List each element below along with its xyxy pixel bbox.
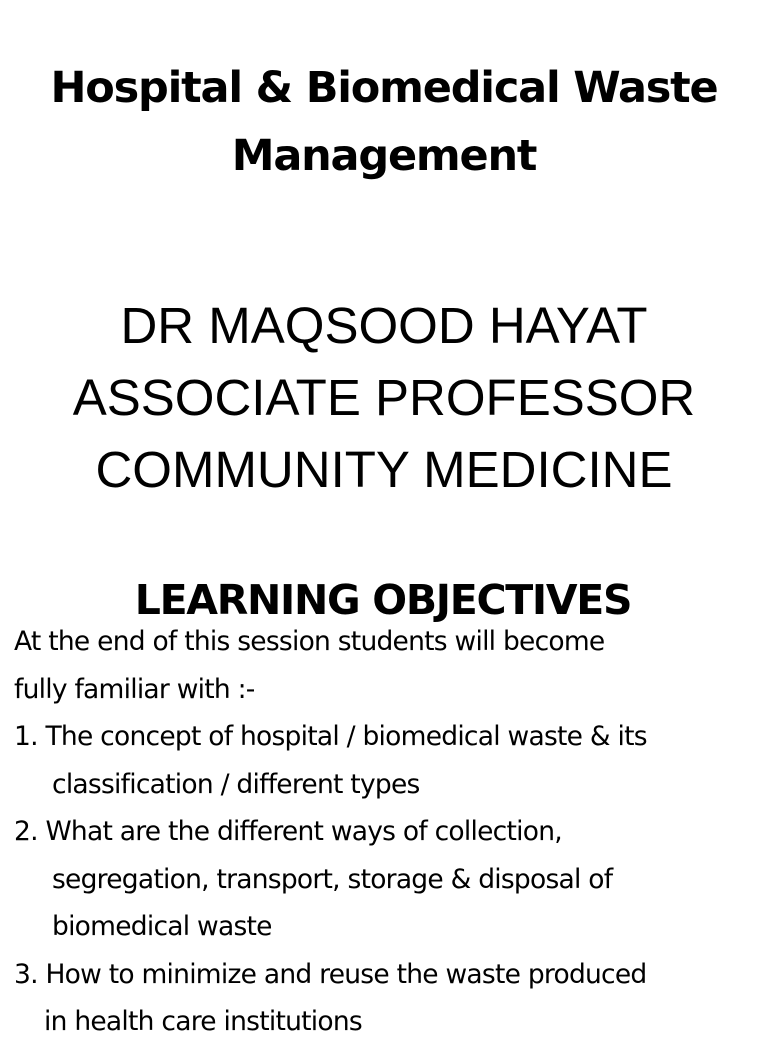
author-block [0, 290, 768, 506]
objective-item-3-line-2: in health care institutions [44, 1006, 362, 1037]
objective-item-2-line-3: biomedical waste [52, 911, 272, 942]
author-position: ASSOCIATE PROFESSOR [72, 369, 696, 426]
title-line-2: Management [231, 131, 537, 181]
title-line-1: Hospital & Biomedical Waste [50, 63, 718, 113]
objective-item-2 [14, 808, 754, 951]
author-name: DR MAQSOOD HAYAT [120, 297, 648, 354]
objective-item-2-line-1: 2. What are the different ways of collection, [14, 816, 562, 847]
objective-item-2-line-2: segregation, transport, storage & disposal of [52, 863, 613, 895]
intro-line-1: At the end of this session students will become [14, 626, 605, 657]
objective-item-1 [14, 713, 754, 808]
document-title [0, 54, 768, 190]
objective-item-1-line-2: classification / different types [52, 768, 420, 800]
section-heading: LEARNING OBJECTIVES [134, 576, 632, 624]
objective-item-3 [14, 951, 754, 1046]
objectives-body [14, 618, 754, 1046]
author-department: COMMUNITY MEDICINE [95, 441, 673, 498]
intro-line-2: fully familiar with :- [14, 673, 255, 705]
objective-item-3-line-1: 3. How to minimize and reuse the waste produced [14, 958, 647, 990]
objective-item-1-line-1: 1. The concept of hospital / biomedical waste & its [14, 721, 647, 752]
